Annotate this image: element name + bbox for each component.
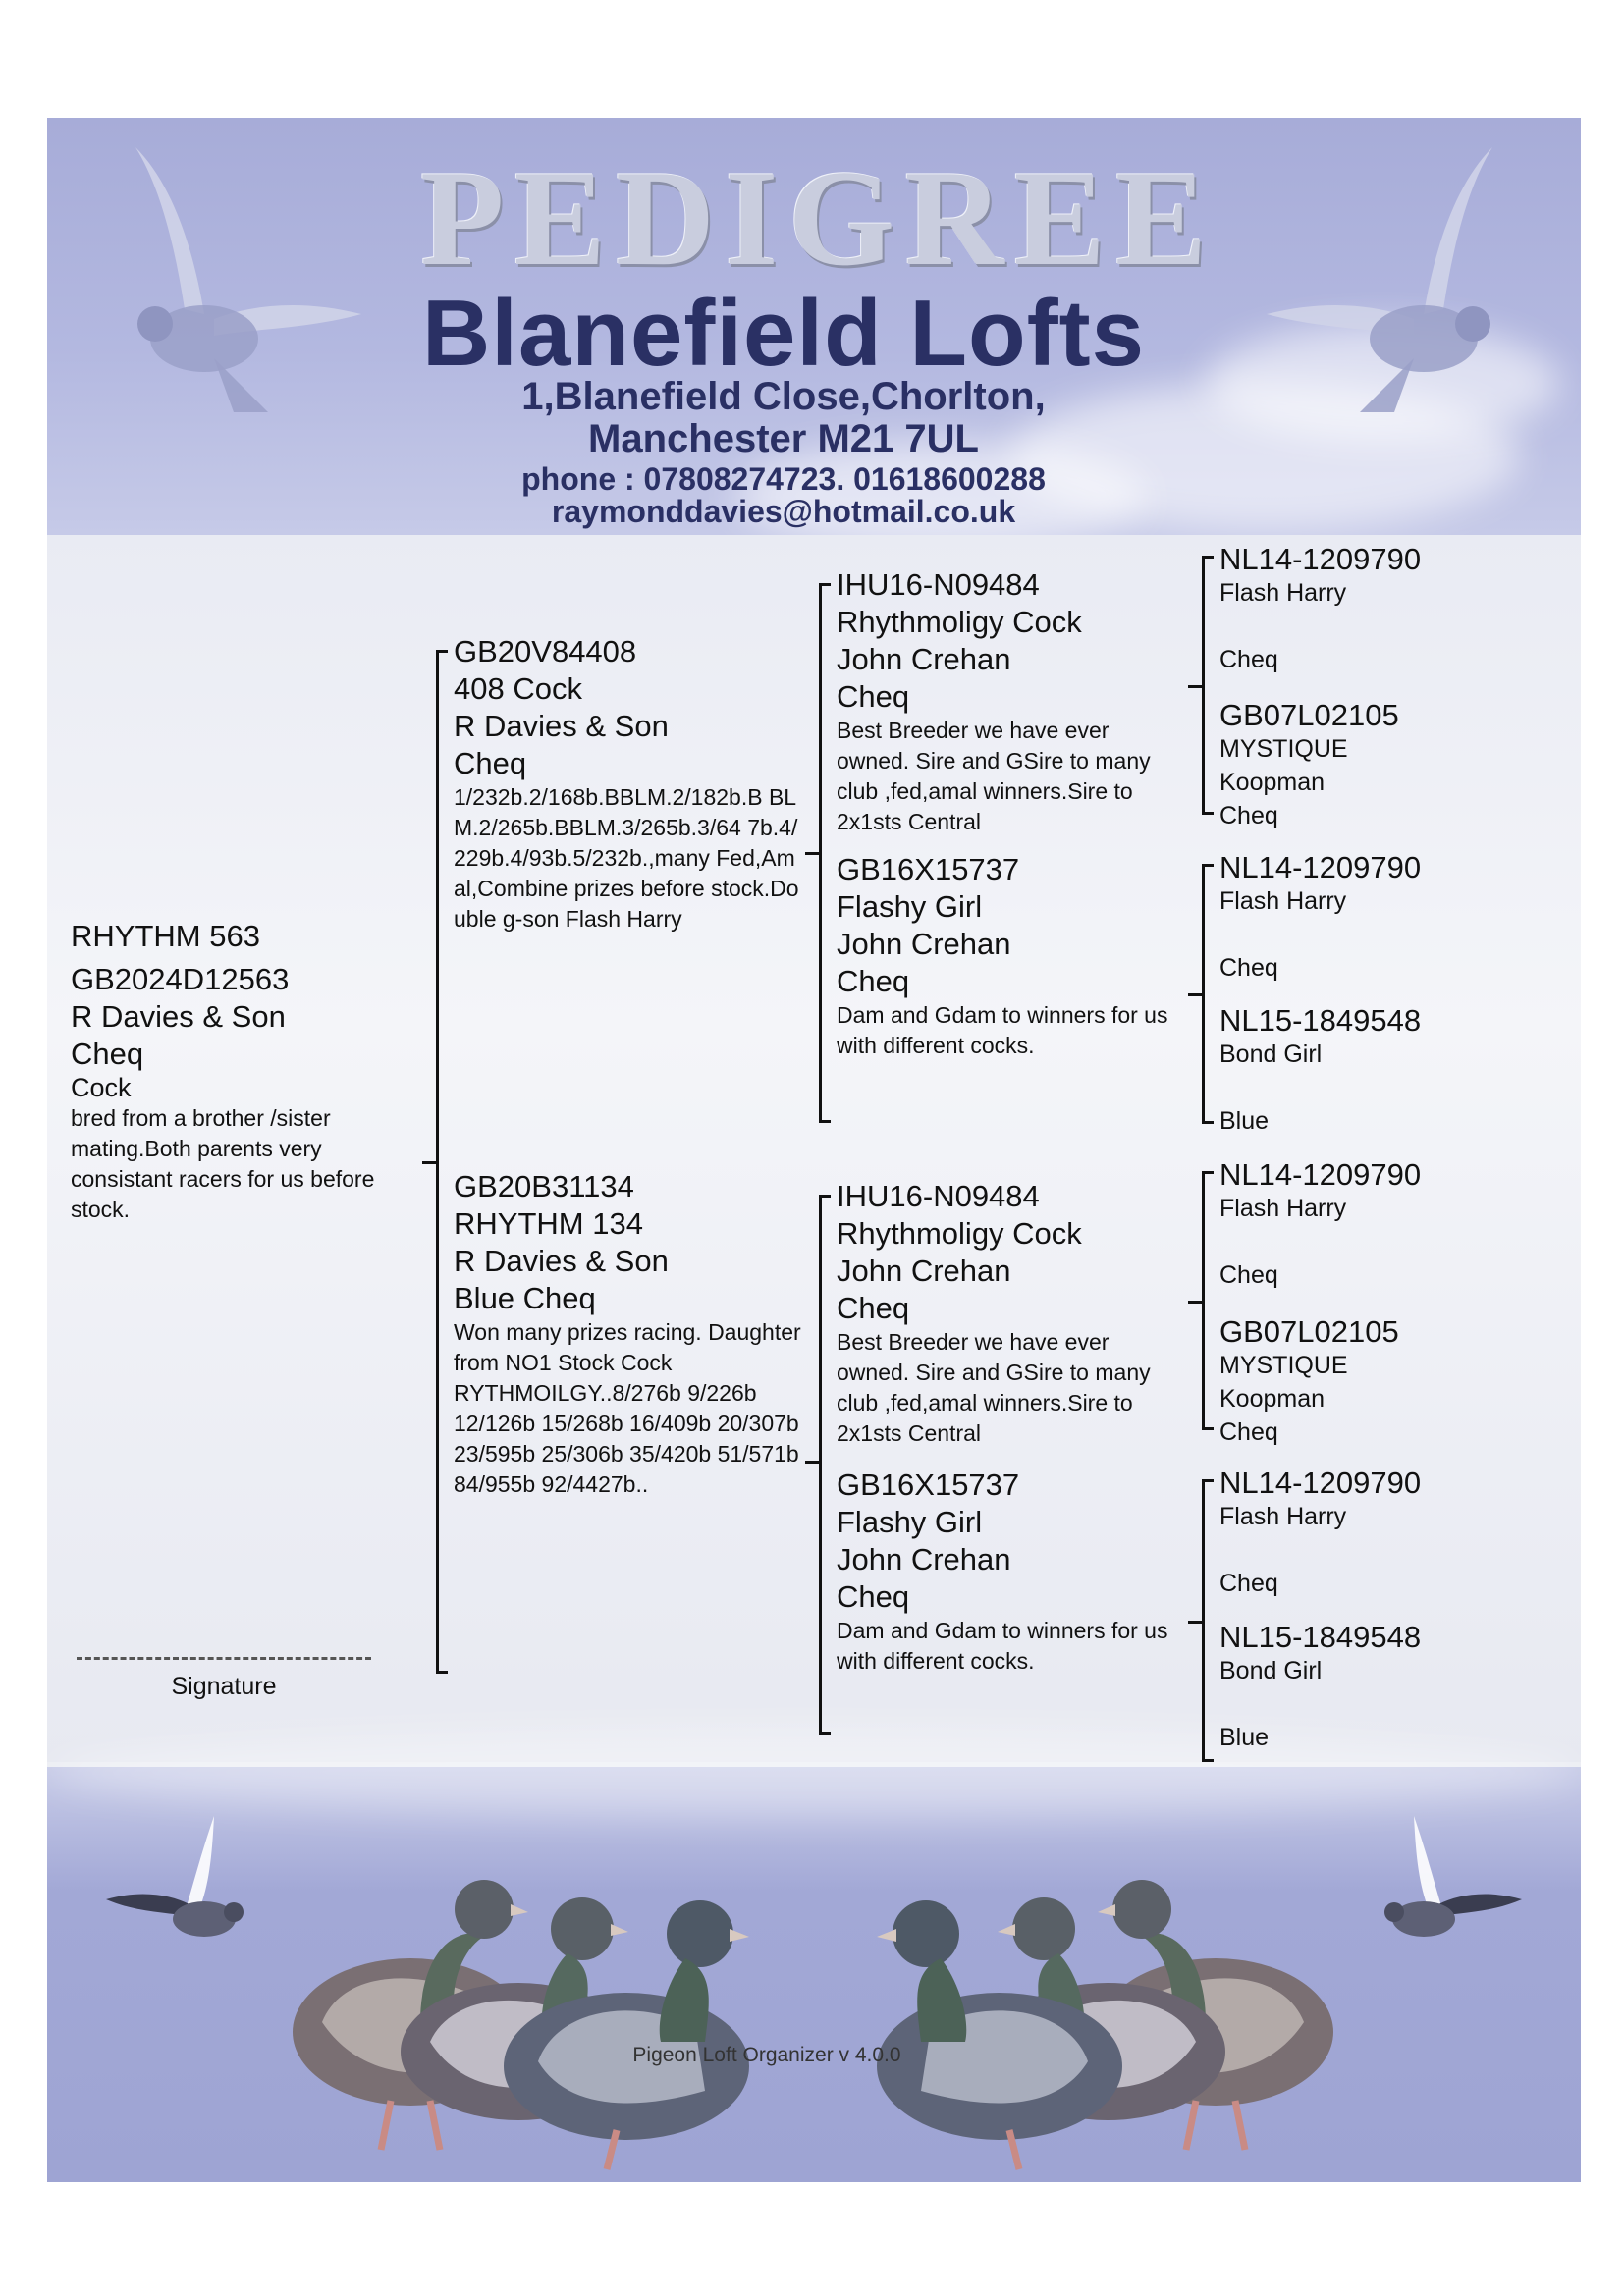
grandparent-ring: IHU16-N09484: [837, 567, 1040, 602]
ggp-color: Blue: [1219, 1107, 1270, 1135]
subject-bird: [71, 918, 414, 1225]
ggp-breeder: [1219, 1225, 1465, 1258]
dam-connector: [805, 1461, 819, 1464]
grandparent-notes: Best Breeder we have ever owned. Sire and GSire to many club ,fed,amal winners.Sire to 2x1sts Central: [837, 718, 1151, 834]
subject-sex: Cock: [71, 1073, 132, 1102]
ggp-ring: NL15-1849548: [1219, 1620, 1422, 1654]
ggp-ring: GB07L02105: [1219, 1314, 1399, 1349]
grandparent-breeder: John Crehan: [837, 1542, 1011, 1576]
address-line-1: 1,Blanefield Close,Chorlton,: [521, 375, 1046, 418]
ggp-bracket-4: [1202, 1479, 1205, 1762]
great-grandparent-6: [1219, 1315, 1465, 1449]
standing-pigeons-right-image: [833, 1787, 1382, 2179]
ggp-color: Cheq: [1219, 802, 1278, 829]
grandparent-name: Flashy Girl: [837, 1505, 983, 1539]
great-grandparent-1: [1219, 543, 1465, 676]
grandparent-ring: IHU16-N09484: [837, 1179, 1040, 1213]
grandparent-3: [837, 1178, 1180, 1449]
ggp-ring: NL14-1209790: [1219, 542, 1422, 576]
subject-notes: bred from a brother /sister mating.Both parents very consistant racers for us before stock.: [71, 1105, 375, 1222]
ggp-color: Cheq: [1219, 646, 1278, 673]
ggp-color: Cheq: [1219, 954, 1278, 982]
grandparent-breeder: John Crehan: [837, 642, 1011, 676]
dam-notes: Won many prizes racing. Daughter from NO1 Stock Cock RYTHMOILGY..8/276b 9/226b 12/126b 15/268b 16/409b 20/307b 23/595b 25/306b 35/420b 51/571b 84/955b 92/4427b..: [454, 1319, 801, 1497]
ggp-connector-4: [1188, 1621, 1202, 1624]
great-grandparent-3: [1219, 851, 1465, 985]
loft-name: Blanefield Lofts: [421, 281, 1146, 386]
flying-pigeon-right-image: [1247, 128, 1561, 442]
dam-parents-bracket: [819, 1195, 822, 1735]
great-grandparent-7: [1219, 1467, 1465, 1600]
flying-pigeon-left-image: [67, 128, 381, 442]
dam-color: Blue Cheq: [454, 1281, 596, 1315]
ggp-color: Cheq: [1219, 1261, 1278, 1289]
ggp-bracket-2: [1202, 864, 1205, 1124]
sire-connector: [805, 852, 819, 855]
subject-name: RHYTHM 563: [71, 919, 260, 953]
grandparent-4: [837, 1467, 1180, 1677]
grandparent-notes: Dam and Gdam to winners for us with different cocks.: [837, 1002, 1168, 1058]
grandparent-breeder: John Crehan: [837, 927, 1011, 961]
dam-name: RHYTHM 134: [454, 1206, 643, 1241]
ggp-name: Flash Harry: [1219, 887, 1347, 915]
great-grandparent-8: [1219, 1621, 1465, 1754]
ggp-name: Flash Harry: [1219, 1503, 1347, 1530]
sire-notes: 1/232b.2/168b.BBLM.2/182b.B BLM.2/265b.BBLM.3/265b.3/64 7b.4/229b.4/93b.5/232b.,many Fed,Amal,Combine prizes before stock.Double g-son Flash Harry: [454, 784, 799, 932]
subject-connector: [422, 1161, 436, 1164]
ggp-breeder: [1219, 1071, 1465, 1104]
software-credit: Pigeon Loft Organizer v 4.0.0: [632, 2044, 901, 2066]
sire-parents-bracket: [819, 583, 822, 1123]
ggp-ring: NL14-1209790: [1219, 1157, 1422, 1192]
sire-color: Cheq: [454, 746, 527, 780]
subject-color: Cheq: [71, 1037, 144, 1071]
pedigree-watermark: PEDIGREE: [420, 142, 1218, 294]
grandparent-name: Flashy Girl: [837, 889, 983, 924]
ggp-ring: NL14-1209790: [1219, 1466, 1422, 1500]
ggp-name: Bond Girl: [1219, 1041, 1323, 1068]
ggp-breeder: [1219, 1533, 1465, 1567]
ggp-breeder: Koopman: [1219, 769, 1326, 796]
ggp-name: Bond Girl: [1219, 1657, 1323, 1684]
ggp-bracket-3: [1202, 1171, 1205, 1430]
signature-label: Signature: [171, 1673, 277, 1700]
grandparent-color: Cheq: [837, 964, 910, 998]
great-grandparent-5: [1219, 1158, 1465, 1292]
grandparent-1: [837, 566, 1180, 837]
ggp-name: MYSTIQUE: [1219, 1352, 1348, 1379]
email-address: raymonddavies@hotmail.co.uk: [551, 494, 1016, 529]
dam-ring: GB20B31134: [454, 1169, 634, 1203]
grandparent-ring: GB16X15737: [837, 852, 1020, 886]
ggp-connector-1: [1188, 685, 1202, 688]
ggp-connector-3: [1188, 1301, 1202, 1304]
phone-numbers: phone : 07808274723. 01618600288: [521, 461, 1046, 497]
ggp-bracket-1: [1202, 556, 1205, 815]
parents-bracket: [436, 650, 439, 1674]
grandparent-2: [837, 851, 1180, 1061]
footer-banner: [47, 1767, 1581, 2182]
ggp-color: Cheq: [1219, 1570, 1278, 1597]
grandparent-color: Cheq: [837, 1291, 910, 1325]
address-line-2: Manchester M21 7UL: [588, 417, 979, 460]
ggp-connector-2: [1188, 993, 1202, 996]
sire-ring: GB20V84408: [454, 634, 637, 668]
header-banner: [47, 118, 1581, 535]
grandparent-name: Rhythmoligy Cock: [837, 605, 1082, 639]
grandparent-notes: Best Breeder we have ever owned. Sire and GSire to many club ,fed,amal winners.Sire to 2x1sts Central: [837, 1329, 1151, 1446]
sire-breeder: R Davies & Son: [454, 709, 669, 743]
ggp-breeder: Koopman: [1219, 1385, 1326, 1413]
ggp-breeder: [1219, 1687, 1465, 1721]
sire-bird: [454, 633, 802, 934]
dam-breeder: R Davies & Son: [454, 1244, 669, 1278]
sire-name: 408 Cock: [454, 671, 582, 706]
dam-bird: [454, 1168, 802, 1500]
ggp-color: Cheq: [1219, 1418, 1278, 1446]
subject-breeder: R Davies & Son: [71, 999, 286, 1034]
ggp-breeder: [1219, 918, 1465, 951]
ggp-ring: GB07L02105: [1219, 698, 1399, 732]
ggp-name: Flash Harry: [1219, 1195, 1347, 1222]
subject-ring: GB2024D12563: [71, 962, 290, 996]
grandparent-breeder: John Crehan: [837, 1254, 1011, 1288]
great-grandparent-2: [1219, 699, 1465, 832]
grandparent-ring: GB16X15737: [837, 1468, 1020, 1502]
ggp-name: Flash Harry: [1219, 579, 1347, 607]
ggp-ring: NL15-1849548: [1219, 1003, 1422, 1038]
ggp-name: MYSTIQUE: [1219, 735, 1348, 763]
grandparent-color: Cheq: [837, 1579, 910, 1614]
great-grandparent-4: [1219, 1004, 1465, 1138]
signature-line: [77, 1657, 371, 1660]
ggp-ring: NL14-1209790: [1219, 850, 1422, 884]
standing-pigeons-left-image: [244, 1787, 793, 2179]
grandparent-notes: Dam and Gdam to winners for us with different cocks.: [837, 1618, 1168, 1674]
grandparent-name: Rhythmoligy Cock: [837, 1216, 1082, 1251]
ggp-breeder: [1219, 610, 1465, 643]
ggp-color: Blue: [1219, 1724, 1270, 1751]
grandparent-color: Cheq: [837, 679, 910, 714]
